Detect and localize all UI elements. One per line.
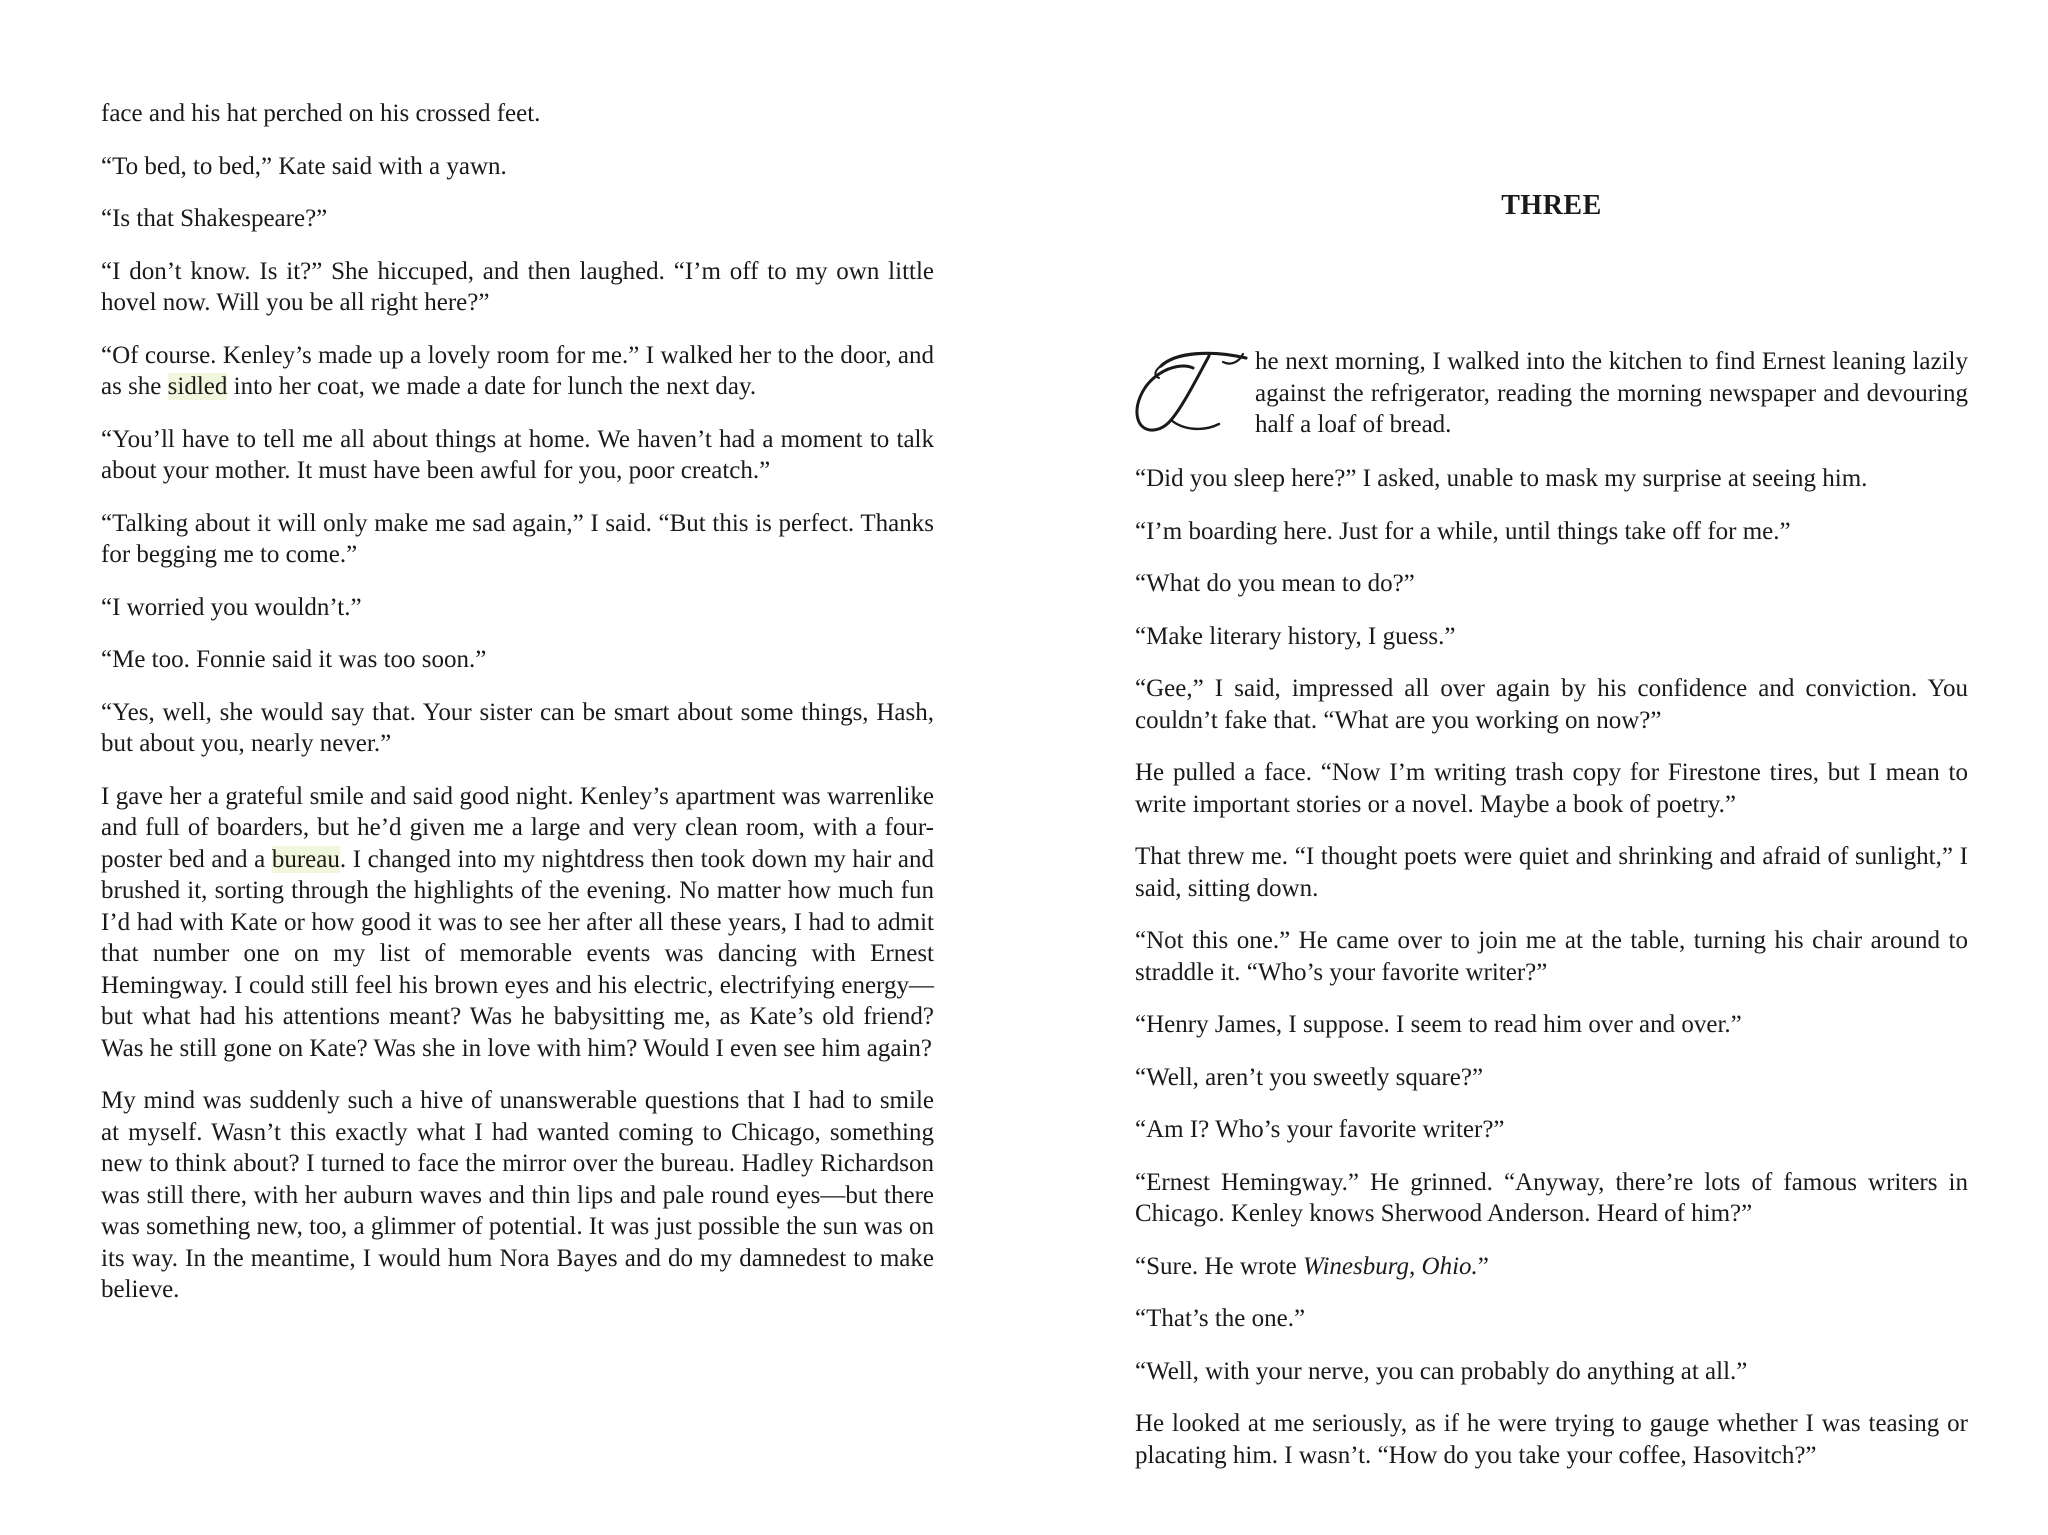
text-run: “Of course. Kenley’s made up a lovely room for me.” I walked her to the door, and as she xyxy=(101,341,934,400)
dropcap-t-icon xyxy=(1131,348,1249,440)
text-run: “Sure. He wrote xyxy=(1135,1252,1303,1280)
text-run: ” xyxy=(1477,1252,1489,1280)
paragraph: “To bed, to bed,” Kate said with a yawn. xyxy=(101,152,507,180)
paragraph: My mind was suddenly such a hive of unanswerable questions that I had to smile at myself. Wasn’t this exactly what I had wanted coming to Chicago, something new to think about? I turned to face the mirror over the bureau. Hadley Richardson was still there, with her auburn waves and thin lips and pale round eyes—but there was something new, too, a glimmer of potential. It was just possible the sun was on its way. In the meantime, I would hum Nora Bayes and do my damnedest to make believe. xyxy=(101,1087,934,1303)
opening-text: he next morning, I walked into the kitchen to find Ernest leaning lazily against the refrigerator, reading the morning newspaper and devouring half a loaf of bread. xyxy=(1255,348,1968,438)
paragraph: “Is that Shakespeare?” xyxy=(101,205,328,232)
paragraph: “Gee,” I said, impressed all over again by his confidence and conviction. You couldn’t fake that. “What are you working on now?” xyxy=(1135,675,1968,734)
book-title: Winesburg, Ohio. xyxy=(1303,1252,1478,1280)
paragraph: “You’ll have to tell me all about things at home. We haven’t had a moment to talk about your mother. It must have been awful for you, poor creatch.” xyxy=(101,425,934,484)
paragraph: face and his hat perched on his crossed feet. xyxy=(101,100,541,127)
text-run: I gave her a grateful smile and said good night. Kenley’s apartment was warrenlike and full of boarders, but he’d given me a large and very clean room, with a four-poster bed and a xyxy=(101,782,934,873)
chapter-title: THREE xyxy=(1501,190,1602,221)
left-page xyxy=(101,98,934,1327)
highlighted-word[interactable]: bureau xyxy=(271,845,340,873)
paragraph: “Well, aren’t you sweetly square?” xyxy=(1135,1063,1484,1091)
paragraph: He pulled a face. “Now I’m writing trash copy for Firestone tires, but I mean to write important stories or a novel. Maybe a book of poetry.” xyxy=(1135,759,1968,818)
paragraph: “Not this one.” He came over to join me at the table, turning his chair around to straddle it. “Who’s your favorite writer?” xyxy=(1135,927,1968,986)
paragraph: “Yes, well, she would say that. Your sister can be smart about some things, Hash, but about you, nearly never.” xyxy=(101,698,934,757)
text-run: . I changed into my nightdress then took down my hair and brushed it, sorting through the highlights of the evening. No matter how much fun I’d had with Kate or how good it was to see her after all these years, I had to admit that number one on my list of memorable events was dancing with Ernest Hemingway. I could still feel his brown eyes and his electric, electrifying energy—but what had his attentions meant? Was he babysitting me, as Kate’s old friend? Was he still gone on Kate? Was she in love with him? Would I even see him again? xyxy=(101,845,934,1062)
highlighted-word[interactable]: sidled xyxy=(167,373,228,400)
paragraph: “Me too. Fonnie said it was too soon.” xyxy=(101,646,487,673)
paragraph: That threw me. “I thought poets were quiet and shrinking and afraid of sunlight,” I said, sitting down. xyxy=(1135,843,1968,902)
paragraph: “What do you mean to do?” xyxy=(1135,570,1415,597)
opening-paragraph xyxy=(1135,346,1968,442)
paragraph: “Well, with your nerve, you can probably do anything at all.” xyxy=(1135,1357,1748,1385)
paragraph: “Henry James, I suppose. I seem to read him over and over.” xyxy=(1135,1011,1742,1038)
paragraph: “I’m boarding here. Just for a while, until things take off for me.” xyxy=(1135,517,1791,545)
chapter-body xyxy=(1135,346,1968,1492)
paragraph: “Make literary history, I guess.” xyxy=(1135,622,1456,650)
paragraph: He looked at me seriously, as if he were trying to gauge whether I was teasing or placating him. I wasn’t. “How do you take your coffee, Hasovitch?” xyxy=(1135,1410,1968,1469)
text-run: into her coat, we made a date for lunch the next day. xyxy=(227,373,757,400)
paragraph: “I worried you wouldn’t.” xyxy=(101,593,362,621)
paragraph: “Am I? Who’s your favorite writer?” xyxy=(1135,1116,1505,1143)
paragraph xyxy=(101,340,934,403)
paragraph: “I don’t know. Is it?” She hiccuped, and then laughed. “I’m off to my own little hovel now. Will you be all right here?” xyxy=(101,257,934,316)
paragraph: “Talking about it will only make me sad again,” I said. “But this is perfect. Thanks for begging me to come.” xyxy=(101,509,934,568)
paragraph xyxy=(101,781,934,1065)
paragraph xyxy=(1135,1251,1968,1283)
paragraph: “Ernest Hemingway.” He grinned. “Anyway, there’re lots of famous writers in Chicago. Kenley knows Sherwood Anderson. Heard of him?” xyxy=(1135,1168,1968,1227)
paragraph: “That’s the one.” xyxy=(1135,1305,1306,1332)
paragraph: “Did you sleep here?” I asked, unable to mask my surprise at seeing him. xyxy=(1135,465,1868,492)
